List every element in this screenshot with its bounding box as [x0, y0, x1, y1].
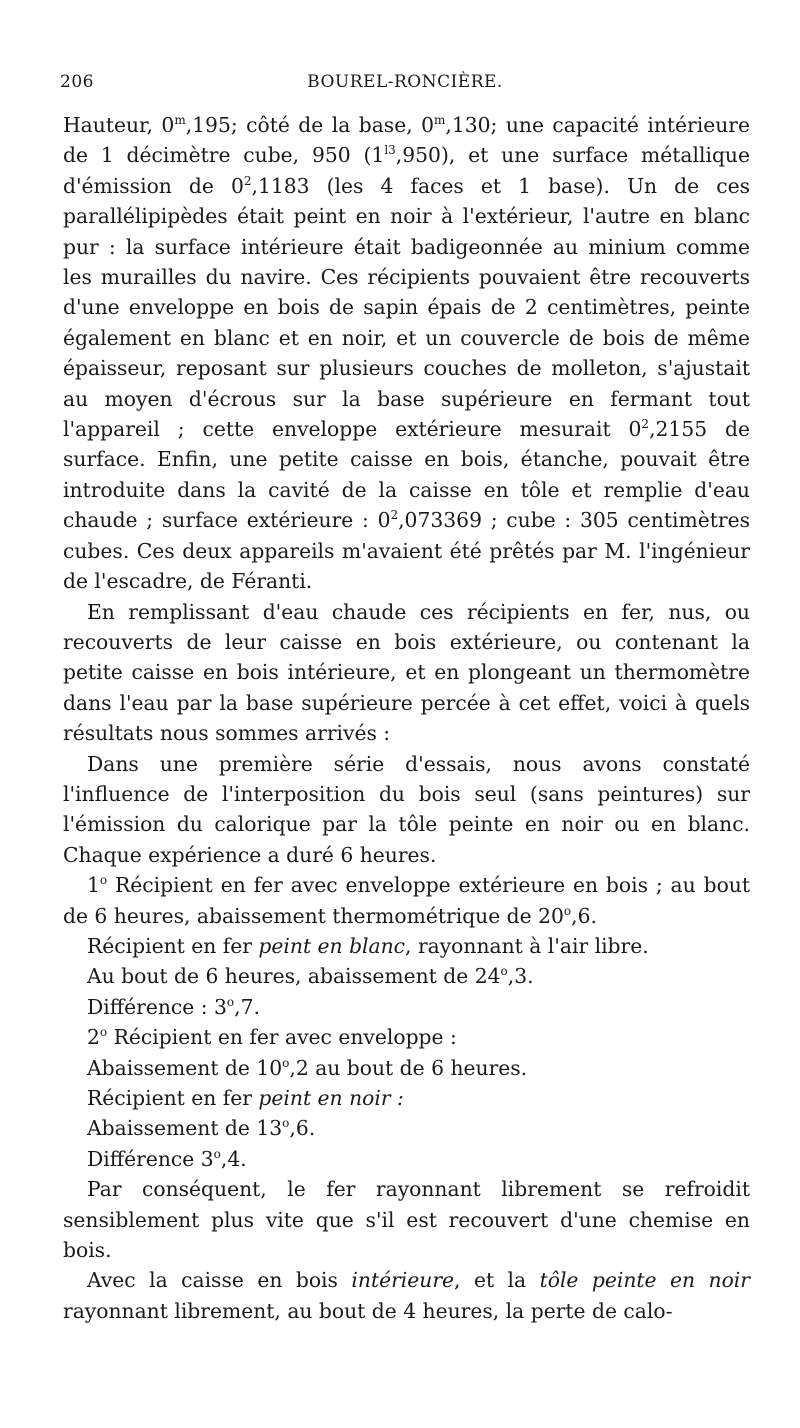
line-difference-1: Différence : 3$^o$,7.: [87, 994, 260, 1019]
line-result-2: Abaissement de 10$^o$,2 au bout de 6 heures.: [87, 1055, 528, 1080]
line-difference-2: Différence 3$^o$,4.: [87, 1146, 247, 1171]
line-white-painted: Récipient en fer peint en blanc, rayonnant à l'air libre.: [87, 933, 649, 958]
running-title: BOUREL-RONCIÈRE.: [307, 72, 503, 92]
paragraph-experiment-1: 1$^o$ Récipient en fer avec enveloppe extérieure en bois ; au bout de 6 heures, abaissement thermométrique de 20$^o$,6.: [63, 873, 750, 928]
page-header: [60, 72, 750, 98]
line-result-3: Abaissement de 13$^o$,6.: [87, 1116, 316, 1141]
paragraph-conclusion: Par conséquent, le fer rayonnant librement se refroidit sensiblement plus vite que s'il est recouvert d'une chemise en bois.: [63, 1177, 750, 1263]
page-body: [63, 110, 750, 1326]
paragraph-apparatus-description: Hauteur, 0$^m$,195; côté de la base, 0$^m$,130; une capacité intérieure de 1 décimètre cube, 950 $(1^{l3},950)$, et une surface métallique d'émission de $0^2,1183$ (les 4 faces et 1 base). Un de ces parallélipipèdes était peint en noir à l'extérieur, l'autre en blanc pur : la surface intérieure était badigeonnée au minium comme les murailles du navire. Ces récipients pouvaient être recouverts d'une enveloppe en bois de sapin épais de 2 centimètres, peinte également en blanc et en noir, et un couvercle de bois de même épaisseur, reposant sur plusieurs couches de molleton, s'ajustait au moyen d'écrous sur la base supérieure en fermant tout l'appareil ; cette enveloppe extérieure mesurait $0^2,2155$ de surface. Enfin, une petite caisse en bois, étanche, pouvait être introduite dans la cavité de la caisse en tôle et remplie d'eau chaude ; surface extérieure : $0^2,073369$ ; cube : 305 centimètres cubes. Ces deux appareils m'avaient été prêtés par M. l'ingénieur de l'escadre, de Féranti.: [63, 113, 750, 594]
paragraph-interior-box: Avec la caisse en bois intérieure, et la tôle peinte en noir rayonnant librement, au bout de 4 heures, la perte de calo-: [63, 1268, 750, 1323]
line-result-1: Au bout de 6 heures, abaissement de 24$^o$,3.: [87, 964, 534, 989]
paragraph-method: En remplissant d'eau chaude ces récipients en fer, nus, ou recouverts de leur caisse en bois extérieure, ou contenant la petite caisse en bois intérieure, et en plongeant un thermomètre dans l'eau par la base supérieure percée à cet effet, voici à quels résultats nous sommes arrivés :: [63, 599, 750, 746]
line-black-painted: Récipient en fer peint en noir :: [87, 1086, 404, 1110]
line-experiment-2: 2$^o$ Récipient en fer avec enveloppe :: [87, 1025, 457, 1050]
paragraph-first-series: Dans une première série d'essais, nous avons constaté l'influence de l'interposition du bois seul (sans peintures) sur l'émission du calorique par la tôle peinte en noir ou en blanc. Chaque expérience a duré 6 heures.: [63, 751, 750, 867]
page-number: 206: [60, 72, 94, 92]
